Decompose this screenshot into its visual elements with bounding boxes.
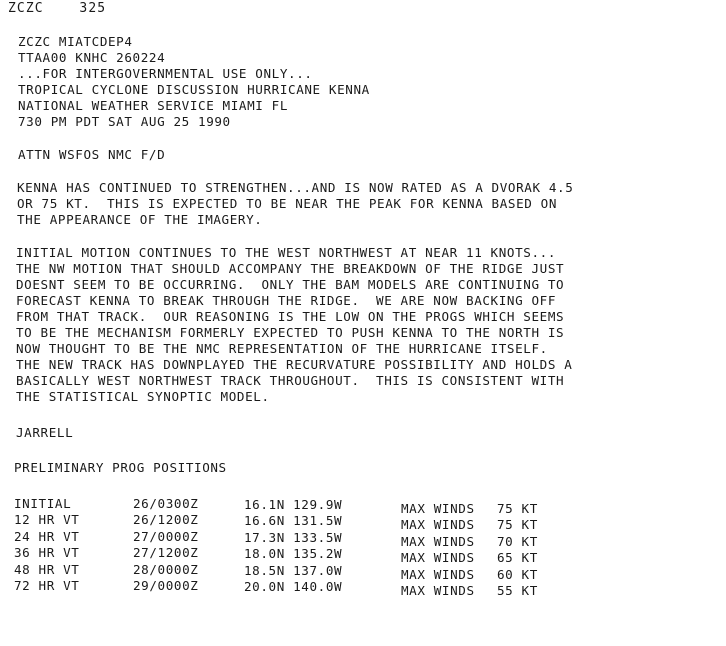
table-cell-position: 16.1N 129.9W bbox=[244, 497, 343, 512]
attn-line: ATTN WSFOS NMC F/D bbox=[18, 147, 166, 162]
table-cell-time: 26/1200Z bbox=[133, 512, 199, 527]
bulletin-line: 730 PM PDT SAT AUG 25 1990 bbox=[18, 114, 231, 129]
table-cell-winds: 75 KT bbox=[497, 517, 538, 532]
table-cell-winds-label: MAX WINDS bbox=[401, 534, 475, 549]
bulletin-line: NATIONAL WEATHER SERVICE MIAMI FL bbox=[18, 98, 289, 113]
table-cell-label: 24 HR VT bbox=[14, 529, 80, 544]
paragraph-line: OR 75 KT. THIS IS EXPECTED TO BE NEAR THE PEAK FOR KENNA BASED ON bbox=[17, 196, 558, 211]
paragraph-line: BASICALLY WEST NORTHWEST TRACK THROUGHOUT. THIS IS CONSISTENT WITH bbox=[16, 373, 565, 388]
bulletin-line: TROPICAL CYCLONE DISCUSSION HURRICANE KENNA bbox=[18, 82, 370, 97]
table-cell-winds-label: MAX WINDS bbox=[401, 583, 475, 598]
table-cell-time: 27/1200Z bbox=[133, 545, 199, 560]
table-cell-label: 36 HR VT bbox=[14, 545, 80, 560]
table-cell-winds: 65 KT bbox=[497, 550, 538, 565]
bulletin-line: TTAA00 KNHC 260224 bbox=[18, 50, 166, 65]
table-cell-winds: 55 KT bbox=[497, 583, 538, 598]
prog-title: PRELIMINARY PROG POSITIONS bbox=[14, 460, 227, 475]
signature: JARRELL bbox=[16, 425, 74, 440]
paragraph-line: TO BE THE MECHANISM FORMERLY EXPECTED TO PUSH KENNA TO THE NORTH IS bbox=[16, 325, 565, 340]
paragraph-line: THE APPEARANCE OF THE IMAGERY. bbox=[17, 212, 263, 227]
paragraph-line: FORECAST KENNA TO BREAK THROUGH THE RIDGE. WE ARE NOW BACKING OFF bbox=[16, 293, 557, 308]
table-cell-winds-label: MAX WINDS bbox=[401, 501, 475, 516]
transmission-header: ZCZC 325 bbox=[8, 1, 107, 16]
table-cell-label: 12 HR VT bbox=[14, 512, 80, 527]
table-cell-position: 18.0N 135.2W bbox=[244, 546, 343, 561]
table-cell-position: 20.0N 140.0W bbox=[244, 579, 343, 594]
paragraph-line: DOESNT SEEM TO BE OCCURRING. ONLY THE BAM MODELS ARE CONTINUING TO bbox=[16, 277, 565, 292]
table-cell-label: 72 HR VT bbox=[14, 578, 80, 593]
table-cell-winds: 60 KT bbox=[497, 567, 538, 582]
table-cell-position: 18.5N 137.0W bbox=[244, 563, 343, 578]
table-cell-time: 26/0300Z bbox=[133, 496, 199, 511]
paragraph-line: THE STATISTICAL SYNOPTIC MODEL. bbox=[16, 389, 270, 404]
bulletin-line: ...FOR INTERGOVERNMENTAL USE ONLY... bbox=[18, 66, 313, 81]
table-cell-position: 17.3N 133.5W bbox=[244, 530, 343, 545]
table-cell-time: 29/0000Z bbox=[133, 578, 199, 593]
paragraph-line: KENNA HAS CONTINUED TO STRENGTHEN...AND IS NOW RATED AS A DVORAK 4.5 bbox=[17, 180, 574, 195]
paragraph-line: THE NEW TRACK HAS DOWNPLAYED THE RECURVATURE POSSIBILITY AND HOLDS A bbox=[16, 357, 573, 372]
table-cell-label: INITIAL bbox=[14, 496, 72, 511]
table-cell-winds: 75 KT bbox=[497, 501, 538, 516]
table-cell-time: 28/0000Z bbox=[133, 562, 199, 577]
table-cell-winds: 70 KT bbox=[497, 534, 538, 549]
paragraph-line: INITIAL MOTION CONTINUES TO THE WEST NORTHWEST AT NEAR 11 KNOTS... bbox=[16, 245, 557, 260]
table-cell-position: 16.6N 131.5W bbox=[244, 513, 343, 528]
paragraph-line: NOW THOUGHT TO BE THE NMC REPRESENTATION OF THE HURRICANE ITSELF. bbox=[16, 341, 548, 356]
table-cell-label: 48 HR VT bbox=[14, 562, 80, 577]
paragraph-line: THE NW MOTION THAT SHOULD ACCOMPANY THE BREAKDOWN OF THE RIDGE JUST bbox=[16, 261, 565, 276]
table-cell-winds-label: MAX WINDS bbox=[401, 567, 475, 582]
table-cell-winds-label: MAX WINDS bbox=[401, 517, 475, 532]
table-cell-time: 27/0000Z bbox=[133, 529, 199, 544]
table-cell-winds-label: MAX WINDS bbox=[401, 550, 475, 565]
paragraph-line: FROM THAT TRACK. OUR REASONING IS THE LOW ON THE PROGS WHICH SEEMS bbox=[16, 309, 565, 324]
bulletin-line: ZCZC MIATCDEP4 bbox=[18, 34, 133, 49]
